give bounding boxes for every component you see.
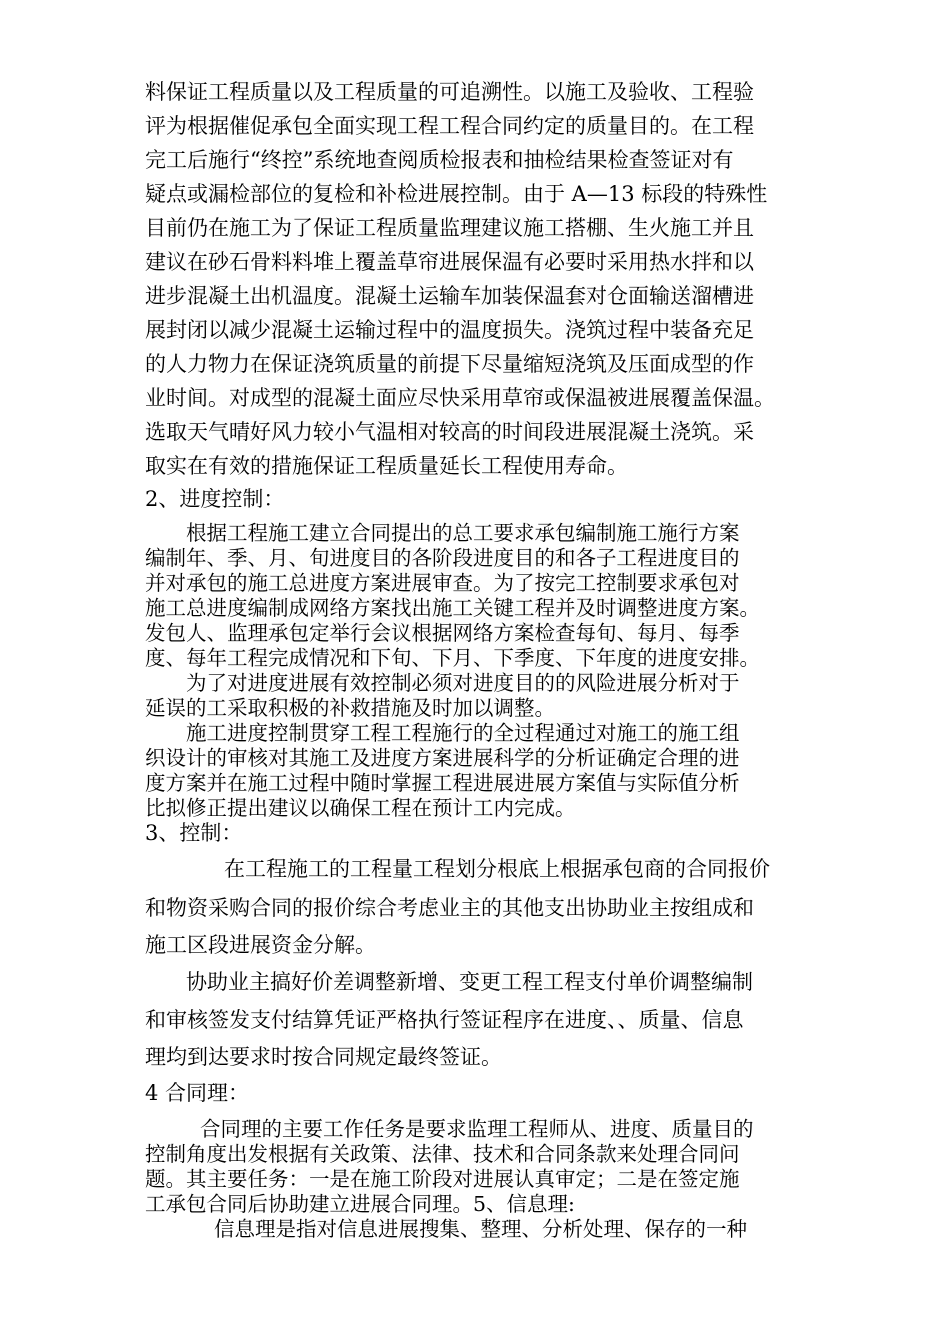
text-line: 施工总进度编制成网络方案找出施工关键工程并及时调整进度方案。 [145,596,760,620]
text-line: 发包人、监理承包定举行会议根据网络方案检查每旬、每月、每季 [145,621,740,645]
text-line: 和物资采购合同的报价综合考虑业主的其他支出协助业主按组成和 [145,896,754,920]
section-heading-contract: 4 合同理： [145,1081,250,1105]
section-heading-progress: 2、进度控制： [145,487,285,511]
text-line: 合同理的主要工作任务是要求监理工程师从、进度、质量目的 [200,1117,754,1141]
text-line: 比拟修正提出建议以确保工程在预计工内完成。 [145,796,576,820]
text-line: 疑点或漏检部位的复检和补检进展控制。由于 A—13 标段的特殊性 [145,182,768,206]
section-heading-control: 3、控制： [145,821,243,845]
text-line: 为了对进度进展有效控制必须对进度目的的风险进展分析对于 [186,671,740,695]
text-line: 信息理是指对信息进展搜集、整理、分析处理、保存的一种 [214,1217,747,1241]
text-line: 取实在有效的措施保证工程质量延长工程使用寿命。 [145,454,628,478]
text-line: 施工进度控制贯穿工程工程施行的全过程通过对施工的施工组 [186,721,740,745]
text-line: 选取天气晴好风力较小气温相对较高的时间段进展混凝土浇筑。采 [145,420,754,444]
text-line: 建议在砂石骨料料堆上覆盖草帘进展保温有必要时采用热水拌和以 [145,250,754,274]
text-line: 度方案并在施工过程中随时掌握工程进展进展方案值与实际值分析 [145,771,740,795]
text-line: 进步混凝土出机温度。混凝土运输车加装保温套对仓面输送溜槽进 [145,284,754,308]
text-line: 根据工程施工建立合同提出的总工要求承包编制施工施行方案 [186,521,740,545]
text-line: 料保证工程质量以及工程质量的可追溯性。以施工及验收、工程验 [145,80,754,104]
text-line: 目前仍在施工为了保证工程质量监理建议施工搭棚、生火施工并且 [145,216,754,240]
text-line: 展封闭以减少混凝土运输过程中的温度损失。浇筑过程中装备充足 [145,318,754,342]
text-line: 题。其主要任务：一是在施工阶段对进展认真审定；二是在签定施 [145,1167,740,1191]
text-line: 业时间。对成型的混凝土面应尽快采用草帘或保温被进展覆盖保温。 [145,386,775,410]
text-line: 度、每年工程完成情况和下旬、下月、下季度、下年度的进度安排。 [145,646,760,670]
text-line: 在工程施工的工程量工程划分根底上根据承包商的合同报价 [224,857,770,881]
text-line: 工承包合同后协助建立进展合同理。5、信息理: [145,1192,575,1216]
text-line: 评为根据催促承包全面实现工程工程合同约定的质量目的。在工程 [145,114,754,138]
text-line: 施工区段进展资金分解。 [145,933,376,957]
text-line: 的人力物力在保证浇筑质量的前提下尽量缩短浇筑及压面成型的作 [145,352,754,376]
text-line: 理均到达要求时按合同规定最终签证。 [145,1045,502,1069]
text-line: 编制年、季、月、旬进度目的各阶段进度目的和各子工程进度目的 [145,546,740,570]
text-line: 控制角度出发根据有关政策、法律、技术和合同条款来处理合同问 [145,1142,740,1166]
text-line: 完工后施行“终控”系统地查阅质检报表和抽检结果检查签证对有 [145,148,734,172]
text-line: 协助业主搞好价差调整新增、变更工程工程支付单价调整编制 [186,970,753,994]
text-line: 织设计的审核对其施工及进度方案进展科学的分析证确定合理的进 [145,746,740,770]
text-line: 延误的工采取积极的补救措施及时加以调整。 [145,696,555,720]
text-line: 并对承包的施工总进度方案进展审查。为了按完工控制要求承包对 [145,571,740,595]
text-line: 和审核签发支付结算凭证严格执行签证程序在进度、、质量、信息 [145,1008,744,1032]
